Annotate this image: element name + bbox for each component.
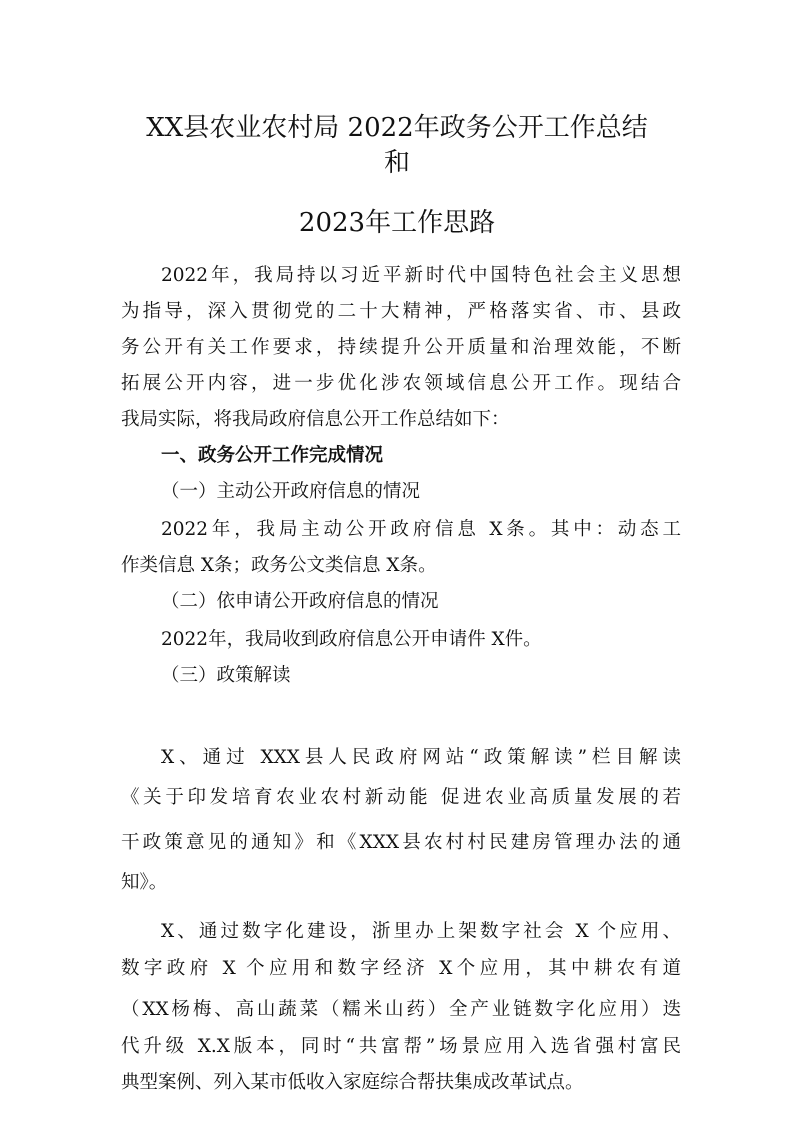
title-line-2: 和 <box>383 148 410 178</box>
paragraph-line: 为指导，深入贯彻党的二十大精神，严格落实省、市、县政 <box>121 301 681 322</box>
paragraph-line: 2022年，我局收到政府信息公开申请件 X件。 <box>161 629 542 650</box>
paragraph-line: （XX杨梅、高山蔬菜（糯米山药）全产业链数字化应用）迭 <box>121 999 681 1020</box>
paragraph-line: 典型案例、列入某市低收入家庭综合帮扶集成改革试点。 <box>121 1072 584 1093</box>
paragraph-line: （一）主动公开政府信息的情况 <box>161 481 421 502</box>
paragraph-line: 干政策意见的通知》和《XXX县农村村民建房管理办法的通 <box>121 832 681 853</box>
paragraph-line: 代升级 X.X版本，同时“共富帮”场景应用入选省强村富民 <box>121 1036 681 1057</box>
paragraph-line: 拓展公开内容，进一步优化涉农领域信息公开工作。现结合 <box>121 373 681 394</box>
title-line-3: 2023年工作思路 <box>298 208 496 238</box>
paragraph-line: （三）政策解读 <box>161 665 291 686</box>
paragraph-line: 《关于印发培育农业农村新动能 促进农业高质量发展的若 <box>121 787 681 808</box>
paragraph-line: X、通过 XXX县人民政府网站“政策解读”栏目解读 <box>161 747 681 768</box>
paragraph-line: 作类信息 X条；政务公文类信息 X条。 <box>121 555 437 576</box>
section-heading: 一、政务公开工作完成情况 <box>161 445 384 466</box>
paragraph-line: X、通过数字化建设，浙里办上架数字社会 X 个应用、 <box>161 921 681 942</box>
title-line-1: XX县农业农村局 2022年政务公开工作总结 <box>146 113 648 143</box>
paragraph-line: 数字政府 X 个应用和数字经济 X个应用，其中耕农有道 <box>121 958 681 979</box>
paragraph-line: 知》。 <box>121 872 168 893</box>
paragraph-line: （二）依申请公开政府信息的情况 <box>161 591 439 612</box>
paragraph-line: 2022年，我局主动公开政府信息 X条。其中：动态工 <box>161 519 681 540</box>
paragraph-line: 我局实际，将我局政府信息公开工作总结如下： <box>121 409 510 430</box>
paragraph-line: 2022年，我局持以习近平新时代中国特色社会主义思想 <box>161 265 681 286</box>
paragraph-line: 务公开有关工作要求，持续提升公开质量和治理效能，不断 <box>121 337 681 358</box>
